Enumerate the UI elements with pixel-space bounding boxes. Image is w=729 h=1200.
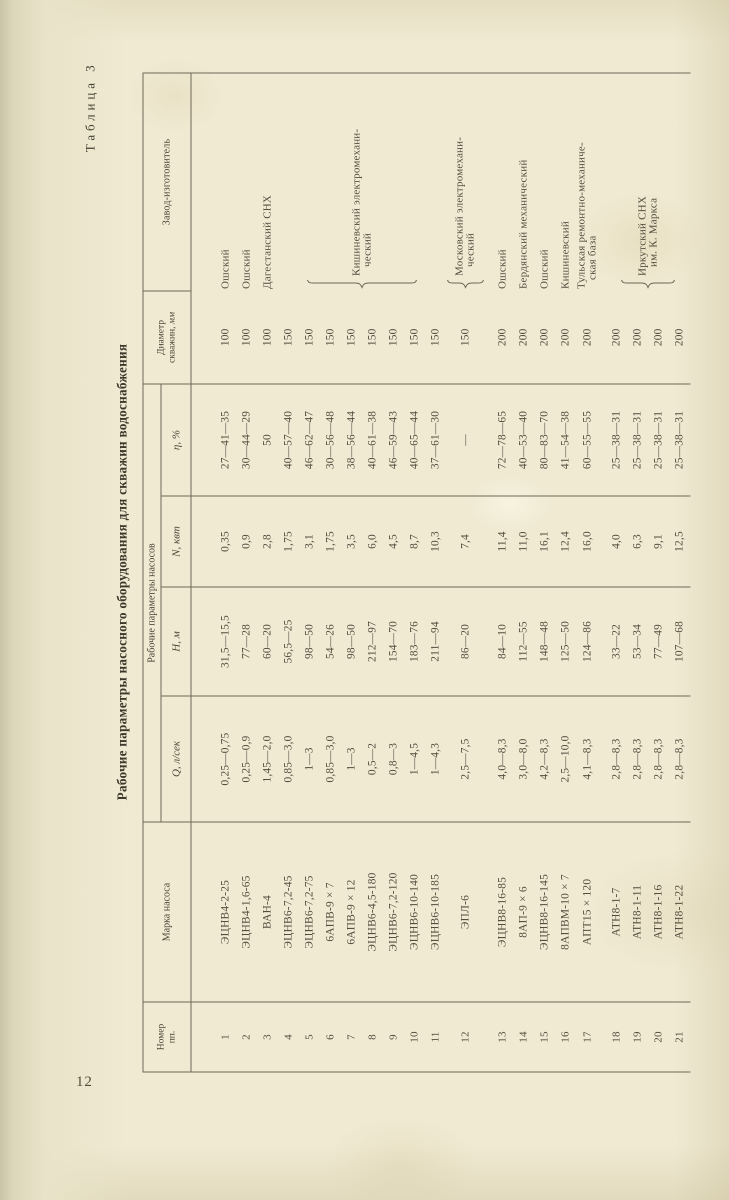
eta-value-cell: 60—55—55 (576, 384, 598, 496)
eta-value-cell: 40—53—40 (513, 384, 534, 496)
spacer-cell (484, 291, 492, 384)
table-row (215, 73, 236, 1072)
manufacturer-name: Ошский (219, 249, 231, 289)
manufacturer-name: Кишиневский (559, 221, 571, 289)
manufacturer-name: Московский электромехани- ческий (453, 136, 476, 276)
page-number: 12 (76, 1074, 93, 1090)
col-header-number: Номер пп. (156, 1023, 177, 1051)
pump-brand-cell: ЭЦНВ6-4,5-180 (362, 822, 383, 1002)
n-value-cell: 0,35 (215, 496, 236, 587)
diameter-cell: 200 (534, 291, 555, 384)
pump-brand-cell: АТН8-1-7 (606, 822, 627, 1002)
row-number-cell: 15 (538, 1031, 551, 1043)
eta-value-cell: 27—41—35 (215, 384, 236, 496)
row-number-cell: 7 (345, 1034, 358, 1040)
table-row (606, 73, 627, 1072)
row-number-cell: 16 (559, 1031, 572, 1043)
spacer-cell (598, 822, 606, 1002)
h-value-cell: 211—94 (425, 587, 446, 696)
manufacturer-name: Бердянский механический (517, 159, 529, 289)
eta-value-cell: 80—83—70 (534, 384, 555, 496)
diameter-cell: 200 (669, 291, 690, 384)
row-number-cell: 2 (240, 1034, 253, 1040)
q-value-cell: 1—4,5 (404, 696, 425, 822)
manufacturer-name: Тульская ремонтно-механиче- ская база (575, 142, 598, 289)
manufacturer-cell (236, 73, 257, 291)
row-spacer (598, 73, 606, 1072)
n-value-cell: 8,7 (404, 496, 425, 587)
table-row (257, 73, 278, 1072)
n-value-cell: 10,3 (425, 496, 446, 587)
row-number-cell: 11 (429, 1031, 442, 1043)
row-number-cell: 5 (303, 1034, 316, 1040)
col-header-n: N, квт (161, 496, 191, 587)
h-value-cell: 86—20 (446, 587, 484, 696)
pump-brand-cell: АТН8-1-11 (627, 822, 648, 1002)
n-value-cell: 12,5 (669, 496, 690, 587)
spacer-cell (484, 384, 492, 496)
pump-brand-cell: 6АПВ-9 × 12 (341, 822, 362, 1002)
table-title: Рабочие параметры насосного оборудования для скважин водоснабжения (114, 343, 130, 801)
q-value-cell: 0,85—3,0 (278, 696, 299, 822)
n-value-cell: 11,0 (513, 496, 534, 587)
row-number-cell: 6 (324, 1034, 337, 1040)
n-value-cell: 12,4 (555, 496, 576, 587)
spacer-cell (484, 496, 492, 587)
h-value-cell: 148—48 (534, 587, 555, 696)
q-value-cell: 3,0—8,0 (513, 696, 534, 822)
n-value-cell: 7,4 (446, 496, 484, 587)
eta-value-cell: 46—59—43 (383, 384, 404, 496)
spacer-cell (191, 496, 215, 587)
pump-brand-cell: ЭЦНВ8-16-85 (492, 822, 513, 1002)
q-value-cell: 2,8—8,3 (648, 696, 669, 822)
diameter-cell: 200 (576, 291, 598, 384)
table-row (278, 73, 299, 1072)
spacer-cell (484, 696, 492, 822)
table-row (236, 73, 257, 1072)
diameter-cell: 100 (215, 291, 236, 384)
eta-value-cell: 25—38—31 (606, 384, 627, 496)
q-value-cell: 0,25—0,9 (236, 696, 257, 822)
n-value-cell: 3,1 (299, 496, 320, 587)
diameter-cell: 200 (555, 291, 576, 384)
manufacturer-cell (278, 73, 446, 291)
manufacturer-cell (606, 73, 690, 291)
pump-brand-cell: ЭЦНВ8-16-145 (534, 822, 555, 1002)
eta-value-cell: 40—57—40 (278, 384, 299, 496)
col-header-params-group: Рабочие параметры насосов (143, 384, 161, 822)
spacer-cell (598, 587, 606, 696)
n-value-cell: 3,5 (341, 496, 362, 587)
row-number-cell: 9 (387, 1034, 400, 1040)
spacer-cell (598, 496, 606, 587)
row-number-cell: 4 (282, 1034, 295, 1040)
diameter-cell: 200 (648, 291, 669, 384)
pump-brand-cell: 8АП-9 × 6 (513, 822, 534, 1002)
diameter-cell: 150 (341, 291, 362, 384)
row-group-brace-icon (307, 279, 418, 289)
h-value-cell: 124—86 (576, 587, 598, 696)
pump-brand-cell: ЭЦНВ6-10-185 (425, 822, 446, 1002)
eta-value-cell: 25—38—31 (669, 384, 690, 496)
h-value-cell: 54—26 (320, 587, 341, 696)
row-number-cell: 17 (581, 1031, 593, 1043)
manufacturer-cell (576, 73, 598, 291)
n-value-cell: 1,75 (320, 496, 341, 587)
pump-brand-cell: ЭПЛ-6 (446, 822, 484, 1002)
h-value-cell: 154—70 (383, 587, 404, 696)
spacer-cell (191, 73, 215, 291)
diameter-cell: 150 (278, 291, 299, 384)
diameter-cell: 150 (320, 291, 341, 384)
eta-value-cell: 40—61—38 (362, 384, 383, 496)
diameter-cell: 100 (236, 291, 257, 384)
row-number-cell: 8 (366, 1034, 379, 1040)
table-label: Таблица 3 (82, 61, 98, 153)
eta-value-cell: 25—38—31 (627, 384, 648, 496)
pump-brand-cell: ЭЦНВ6-7,2-75 (299, 822, 320, 1002)
manufacturer-cell (513, 73, 534, 291)
h-value-cell: 107—68 (669, 587, 690, 696)
manufacturer-name: Дагестанский СНХ (261, 194, 273, 289)
row-number-cell: 13 (496, 1031, 509, 1043)
q-value-cell: 1—4,3 (425, 696, 446, 822)
q-value-cell: 2,5—7,5 (446, 696, 484, 822)
spacer-cell (191, 822, 215, 1002)
row-number-cell: 20 (652, 1031, 665, 1043)
diameter-cell: 200 (513, 291, 534, 384)
pump-brand-cell: ЭЦНВ6-10-140 (404, 822, 425, 1002)
h-value-cell: 60—20 (257, 587, 278, 696)
n-value-cell: 6,0 (362, 496, 383, 587)
row-number-cell: 10 (408, 1031, 421, 1043)
table-row (534, 73, 555, 1072)
spacer-cell (598, 291, 606, 384)
pump-brand-cell: АПТ15 × 120 (576, 822, 598, 1002)
h-value-cell: 56,5—25 (278, 587, 299, 696)
row-group-brace-icon (621, 279, 676, 289)
eta-value-cell: 25—38—31 (648, 384, 669, 496)
eta-value-cell: 40—65—44 (404, 384, 425, 496)
spacer-cell (484, 822, 492, 1002)
eta-value-cell: 72—78—65 (492, 384, 513, 496)
col-header-h: Н, м (161, 587, 191, 696)
diameter-cell: 200 (627, 291, 648, 384)
h-value-cell: 77—28 (236, 587, 257, 696)
row-spacer (484, 73, 492, 1072)
q-value-cell: 2,8—8,3 (606, 696, 627, 822)
spacer-cell (191, 1002, 215, 1072)
q-value-cell: 4,0—8,3 (492, 696, 513, 822)
spacer-cell (484, 73, 492, 291)
diameter-cell: 150 (362, 291, 383, 384)
spacer-cell (598, 384, 606, 496)
manufacturer-cell (534, 73, 555, 291)
h-value-cell: 33—22 (606, 587, 627, 696)
n-value-cell: 11,4 (492, 496, 513, 587)
manufacturer-cell (215, 73, 236, 291)
row-group-brace-icon (446, 279, 484, 289)
q-value-cell: 1,45—2,0 (257, 696, 278, 822)
row-spacer (191, 73, 215, 1072)
h-value-cell: 125—50 (555, 587, 576, 696)
pump-brand-cell: ВАН-4 (257, 822, 278, 1002)
q-value-cell: 0,8—3 (383, 696, 404, 822)
h-value-cell: 212—97 (362, 587, 383, 696)
pump-brand-cell: ЭЦНВ6-7,2-120 (383, 822, 404, 1002)
eta-value-cell: 37—61—30 (425, 384, 446, 496)
col-header-q: Q, л/сек (161, 696, 191, 822)
h-value-cell: 77—49 (648, 587, 669, 696)
diameter-cell: 200 (492, 291, 513, 384)
diameter-cell: 150 (446, 291, 484, 384)
pump-brand-cell: 8АПВМ-10 × 7 (555, 822, 576, 1002)
spacer-cell (598, 1002, 606, 1072)
eta-value-cell: — (446, 384, 484, 496)
pump-brand-cell: ЭЦНВ6-7,2-45 (278, 822, 299, 1002)
eta-value-cell: 30—56—48 (320, 384, 341, 496)
q-value-cell: 0,5—2 (362, 696, 383, 822)
n-value-cell: 6,3 (627, 496, 648, 587)
spacer-cell (598, 73, 606, 291)
eta-value-cell: 46—62—47 (299, 384, 320, 496)
n-value-cell: 4,5 (383, 496, 404, 587)
pump-table (143, 73, 691, 1073)
h-value-cell: 84—10 (492, 587, 513, 696)
manufacturer-name: Ошский (496, 249, 508, 289)
diameter-cell: 150 (404, 291, 425, 384)
table-row (446, 73, 484, 1072)
row-number-cell: 19 (631, 1031, 644, 1043)
q-value-cell: 0,85—3,0 (320, 696, 341, 822)
h-value-cell: 183—76 (404, 587, 425, 696)
manufacturer-cell (492, 73, 513, 291)
q-value-cell: 0,25—0,75 (215, 696, 236, 822)
q-value-cell: 4,2—8,3 (534, 696, 555, 822)
manufacturer-name: Ошский (240, 249, 252, 289)
q-value-cell: 2,8—8,3 (627, 696, 648, 822)
n-value-cell: 0,9 (236, 496, 257, 587)
pump-brand-cell: 6АПВ-9 × 7 (320, 822, 341, 1002)
table-row (555, 73, 576, 1072)
spacer-cell (598, 696, 606, 822)
diameter-cell: 200 (606, 291, 627, 384)
pump-brand-cell: АТН8-1-22 (669, 822, 690, 1002)
n-value-cell: 16,1 (534, 496, 555, 587)
spacer-cell (484, 1002, 492, 1072)
col-header-brand: Марка насоса (143, 822, 191, 1002)
pump-brand-cell: АТН8-1-16 (648, 822, 669, 1002)
row-number-cell: 12 (459, 1031, 471, 1043)
q-value-cell: 1—3 (299, 696, 320, 822)
pump-brand-cell: ЭЦНВ4-2-25 (215, 822, 236, 1002)
diameter-cell: 150 (383, 291, 404, 384)
h-value-cell: 98—50 (299, 587, 320, 696)
row-number-cell: 14 (517, 1031, 530, 1043)
table-body (191, 73, 690, 1072)
spacer-cell (191, 587, 215, 696)
table-row (492, 73, 513, 1072)
eta-value-cell: 50 (257, 384, 278, 496)
spacer-cell (191, 696, 215, 822)
eta-value-cell: 30—44—29 (236, 384, 257, 496)
col-header-eta: η, % (161, 384, 191, 496)
diameter-cell: 150 (299, 291, 320, 384)
row-number-cell: 21 (673, 1031, 686, 1043)
spacer-cell (484, 587, 492, 696)
diameter-cell: 150 (425, 291, 446, 384)
q-value-cell: 2,5—10,0 (555, 696, 576, 822)
table-header (143, 73, 191, 1072)
spacer-cell (191, 384, 215, 496)
manufacturer-name: Кишиневский электромехани- ческий (350, 128, 373, 276)
manufacturer-cell (257, 73, 278, 291)
manufacturer-name: Иркутский СНХ им. К. Маркса (636, 196, 659, 276)
n-value-cell: 9,1 (648, 496, 669, 587)
manufacturer-name: Ошский (538, 249, 550, 289)
n-value-cell: 1,75 (278, 496, 299, 587)
row-number-cell: 1 (219, 1034, 232, 1040)
h-value-cell: 31,5—15,5 (215, 587, 236, 696)
n-value-cell: 4,0 (606, 496, 627, 587)
spacer-cell (191, 291, 215, 384)
q-value-cell: 4,1—8,3 (576, 696, 598, 822)
h-value-cell: 98—50 (341, 587, 362, 696)
manufacturer-cell (446, 73, 484, 291)
h-value-cell: 53—34 (627, 587, 648, 696)
eta-value-cell: 41—54—38 (555, 384, 576, 496)
row-number-cell: 3 (261, 1034, 274, 1040)
eta-value-cell: 38—56—44 (341, 384, 362, 496)
row-number-cell: 18 (610, 1031, 623, 1043)
col-header-manufacturer: Завод-изготовитель (143, 73, 191, 291)
table-row (576, 73, 598, 1072)
n-value-cell: 16,0 (576, 496, 598, 587)
q-value-cell: 2,8—8,3 (669, 696, 690, 822)
rotated-table-block (79, 60, 701, 1085)
q-value-cell: 1—3 (341, 696, 362, 822)
n-value-cell: 2,8 (257, 496, 278, 587)
table-row (513, 73, 534, 1072)
diameter-cell: 100 (257, 291, 278, 384)
pump-brand-cell: ЭЦНВ4-1,6-65 (236, 822, 257, 1002)
manufacturer-cell (555, 73, 576, 291)
col-header-diameter: Диаметр скважин, мм (143, 291, 191, 384)
h-value-cell: 112—55 (513, 587, 534, 696)
